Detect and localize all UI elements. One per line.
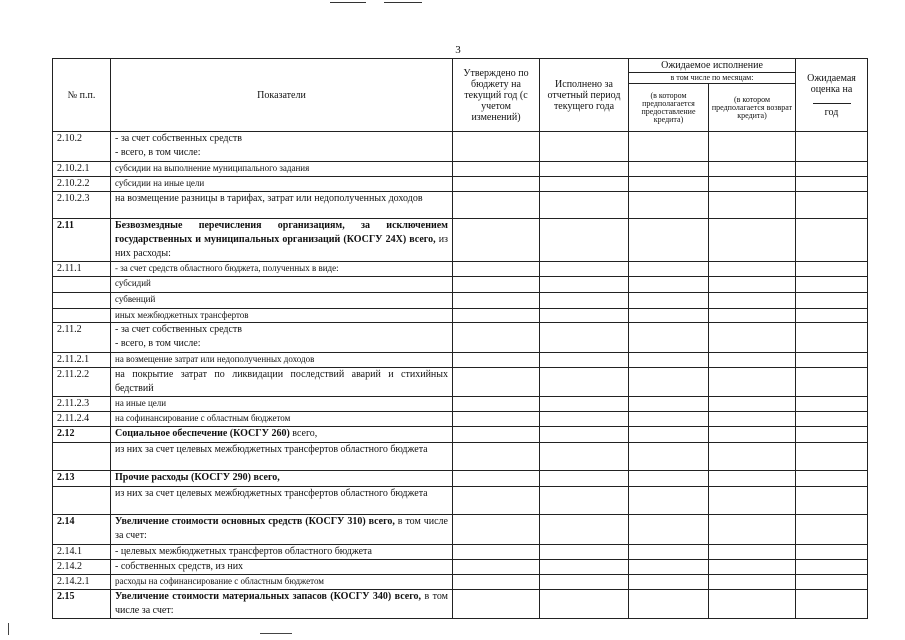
row-indicator [111,545,453,560]
table-row [53,162,868,177]
table-row [53,262,868,277]
cell-approved [453,368,540,397]
indicator-text: на возмещение разницы в тарифах, затрат или недополученных доходов [115,193,423,204]
cell-approved [453,262,540,277]
cell-expected-credit-issue [629,277,709,293]
page-number: 3 [455,44,461,56]
cell-approved [453,293,540,309]
table-row [53,471,868,487]
cell-approved [453,277,540,293]
cell-approved [453,545,540,560]
header-indicators: Показатели [111,59,453,132]
table-row [53,177,868,192]
cell-expected-credit-return [709,132,796,162]
cell-executed [540,443,629,471]
indicator-text: - целевых межбюджетных трансфертов областного бюджета [115,546,372,557]
cell-executed [540,293,629,309]
cell-approved [453,560,540,575]
row-indicator [111,575,453,590]
row-indicator [111,277,453,293]
row-indicator [111,177,453,192]
row-number [53,443,111,471]
cell-expected-credit-issue [629,427,709,443]
top-edge-mark [330,2,366,3]
cell-expected-credit-issue [629,219,709,262]
indicator-text: на иные цели [115,398,167,408]
cell-approved [453,219,540,262]
row-indicator [111,471,453,487]
cell-approved [453,323,540,353]
indicator-text: Социальное обеспечение (КОСГУ 260) [115,428,290,439]
cell-executed [540,192,629,219]
table-row [53,323,868,353]
indicator-text: Прочие расходы (КОСГУ 290) всего, [115,472,280,483]
table-row [53,219,868,262]
table-row [53,397,868,412]
row-number: 2.14 [53,515,111,545]
cell-executed [540,368,629,397]
indicator-text: Безвозмездные перечисления организациям, за исключением государственных и муниципальных организаций (КОСГУ 24Х) всего, [115,220,448,245]
cell-executed [540,262,629,277]
cell-estimate [796,487,868,515]
cell-estimate [796,590,868,619]
cell-expected-credit-return [709,471,796,487]
cell-estimate [796,309,868,323]
row-indicator [111,219,453,262]
table-row [53,590,868,619]
table-row [53,515,868,545]
cell-estimate [796,162,868,177]
table-row [53,575,868,590]
top-edge-mark [384,2,422,3]
row-number: 2.11.2.1 [53,353,111,368]
table-row [53,427,868,443]
cell-expected-credit-return [709,575,796,590]
cell-expected-credit-return [709,397,796,412]
table-row [53,368,868,397]
header-number: № п.п. [53,59,111,132]
cell-expected-credit-issue [629,545,709,560]
row-indicator [111,412,453,427]
cell-expected-credit-issue [629,575,709,590]
cell-approved [453,575,540,590]
cell-expected-credit-issue [629,397,709,412]
table-body [53,132,868,619]
cell-expected-credit-return [709,412,796,427]
cell-expected-credit-return [709,192,796,219]
cell-executed [540,162,629,177]
row-number: 2.11.2.2 [53,368,111,397]
cell-expected-credit-return [709,353,796,368]
cell-expected-credit-return [709,545,796,560]
year-blank-line [813,95,851,104]
row-number: 2.11.2.3 [53,397,111,412]
indicator-text-tail: в том числе за счет: [115,516,448,541]
cell-expected-credit-return [709,177,796,192]
row-number: 2.10.2.2 [53,177,111,192]
cell-expected-credit-issue [629,515,709,545]
cell-approved [453,353,540,368]
header-estimate-title: Ожидаемая оценка на [807,72,856,95]
cell-expected-credit-issue [629,412,709,427]
row-number: 2.10.2.1 [53,162,111,177]
cell-approved [453,132,540,162]
table-row [53,560,868,575]
cell-expected-credit-issue [629,262,709,277]
left-edge-mark [8,623,9,635]
cell-executed [540,412,629,427]
header-expected-credit-issue: (в котором предполагается предоставление кредита) [629,84,709,132]
cell-estimate [796,368,868,397]
indicator-text: - за счет собственных средств - всего, в том числе: [115,133,243,158]
table-row [53,545,868,560]
cell-expected-credit-issue [629,471,709,487]
row-number [53,309,111,323]
row-indicator [111,323,453,353]
cell-expected-credit-return [709,590,796,619]
row-indicator [111,353,453,368]
cell-expected-credit-issue [629,192,709,219]
cell-approved [453,192,540,219]
cell-executed [540,575,629,590]
cell-expected-credit-issue [629,309,709,323]
cell-expected-credit-issue [629,323,709,353]
cell-approved [453,412,540,427]
cell-expected-credit-return [709,262,796,277]
indicator-text: - за счет собственных средств - всего, в том числе: [115,324,243,349]
row-indicator [111,397,453,412]
cell-expected-credit-return [709,560,796,575]
cell-expected-credit-return [709,309,796,323]
cell-executed [540,590,629,619]
cell-estimate [796,545,868,560]
cell-expected-credit-issue [629,162,709,177]
cell-approved [453,443,540,471]
cell-estimate [796,177,868,192]
cell-expected-credit-issue [629,560,709,575]
indicator-text: расходы на софинансирование с областным бюджетом [115,576,324,586]
table-row [53,487,868,515]
cell-expected-credit-return [709,443,796,471]
indicator-text: Увеличение стоимости материальных запасов (КОСГУ 340) всего, [115,591,421,602]
cell-executed [540,471,629,487]
indicator-text: на возмещение затрат или недополученных доходов [115,354,315,364]
indicator-text: на софинансирование с областным бюджетом [115,413,291,423]
cell-expected-credit-return [709,515,796,545]
row-number: 2.11.2.4 [53,412,111,427]
table-row [53,277,868,293]
row-number: 2.10.2.3 [53,192,111,219]
row-number: 2.11 [53,219,111,262]
cell-estimate [796,412,868,427]
indicator-text: - за счет средств областного бюджета, полученных в виде: [115,263,339,273]
cell-expected-credit-issue [629,132,709,162]
header-approved: Утверждено по бюджету на текущий год (с учетом изменений) [453,59,540,132]
indicator-text: на покрытие затрат по ликвидации последствий аварий и стихийных бедствий [115,369,448,394]
table-row [53,132,868,162]
cell-executed [540,545,629,560]
cell-estimate [796,277,868,293]
cell-expected-credit-return [709,323,796,353]
header-estimate-year: год [824,106,839,118]
cell-approved [453,397,540,412]
cell-estimate [796,443,868,471]
cell-executed [540,427,629,443]
indicators-table [52,58,868,619]
indicator-text: субсидий [115,278,151,288]
row-number: 2.11.2 [53,323,111,353]
row-number: 2.14.2 [53,560,111,575]
table-row [53,192,868,219]
cell-expected-credit-return [709,162,796,177]
cell-estimate [796,262,868,277]
cell-executed [540,560,629,575]
row-indicator [111,162,453,177]
table-row [53,353,868,368]
cell-estimate [796,132,868,162]
header-estimate [796,59,868,132]
header-expected: Ожидаемое исполнение [629,59,796,73]
cell-executed [540,323,629,353]
row-indicator [111,192,453,219]
cell-executed [540,515,629,545]
cell-expected-credit-return [709,427,796,443]
cell-executed [540,219,629,262]
indicator-text: субвенций [115,294,156,304]
cell-estimate [796,323,868,353]
cell-approved [453,515,540,545]
row-number [53,277,111,293]
cell-executed [540,353,629,368]
header-expected-months: в том числе по месяцам: [629,73,796,84]
row-indicator [111,368,453,397]
row-indicator [111,590,453,619]
cell-executed [540,397,629,412]
table-row [53,293,868,309]
table-row [53,412,868,427]
bottom-edge-mark [260,633,292,634]
cell-executed [540,277,629,293]
cell-estimate [796,427,868,443]
cell-expected-credit-issue [629,293,709,309]
cell-estimate [796,560,868,575]
row-number: 2.14.1 [53,545,111,560]
indicator-text: из них за счет целевых межбюджетных трансфертов областного бюджета [115,488,428,499]
row-number: 2.10.2 [53,132,111,162]
row-number: 2.11.1 [53,262,111,277]
cell-estimate [796,575,868,590]
cell-approved [453,162,540,177]
table-row [53,443,868,471]
indicator-text: из них за счет целевых межбюджетных трансфертов областного бюджета [115,444,428,455]
row-indicator [111,427,453,443]
cell-executed [540,309,629,323]
cell-approved [453,427,540,443]
cell-estimate [796,219,868,262]
cell-expected-credit-issue [629,443,709,471]
cell-estimate [796,397,868,412]
indicator-text-tail: всего, [289,428,318,439]
row-number [53,487,111,515]
indicator-text: субсидии на иные цели [115,178,205,188]
row-indicator [111,443,453,471]
cell-expected-credit-issue [629,368,709,397]
cell-executed [540,487,629,515]
row-indicator [111,515,453,545]
cell-expected-credit-return [709,293,796,309]
cell-expected-credit-issue [629,353,709,368]
row-indicator [111,309,453,323]
cell-expected-credit-issue [629,487,709,515]
cell-expected-credit-return [709,487,796,515]
row-indicator [111,487,453,515]
indicator-text: - собственных средств, из них [115,561,244,572]
cell-expected-credit-issue [629,177,709,192]
cell-estimate [796,293,868,309]
header-expected-credit-return: (в котором предполагается возврат кредита) [709,84,796,132]
cell-estimate [796,471,868,487]
cell-approved [453,471,540,487]
indicator-text: иных межбюджетных трансфертов [115,310,249,320]
row-indicator [111,560,453,575]
row-number: 2.14.2.1 [53,575,111,590]
cell-expected-credit-return [709,368,796,397]
row-number: 2.15 [53,590,111,619]
row-indicator [111,262,453,277]
row-number [53,293,111,309]
indicator-text: Увеличение стоимости основных средств (КОСГУ 310) всего, [115,516,395,527]
row-indicator [111,293,453,309]
cell-executed [540,177,629,192]
row-indicator [111,132,453,162]
header-executed: Исполнено за отчетный период текущего года [540,59,629,132]
cell-approved [453,309,540,323]
cell-approved [453,590,540,619]
cell-expected-credit-return [709,277,796,293]
row-number: 2.12 [53,427,111,443]
cell-estimate [796,515,868,545]
cell-estimate [796,353,868,368]
indicator-text-tail: из них расходы: [115,234,448,259]
cell-estimate [796,192,868,219]
cell-expected-credit-return [709,219,796,262]
table-row [53,309,868,323]
cell-executed [540,132,629,162]
cell-approved [453,177,540,192]
row-number: 2.13 [53,471,111,487]
indicator-text: субсидии на выполнение муниципального задания [115,163,310,173]
indicator-text-tail: в том числе за счет: [115,591,448,616]
cell-approved [453,487,540,515]
cell-expected-credit-issue [629,590,709,619]
